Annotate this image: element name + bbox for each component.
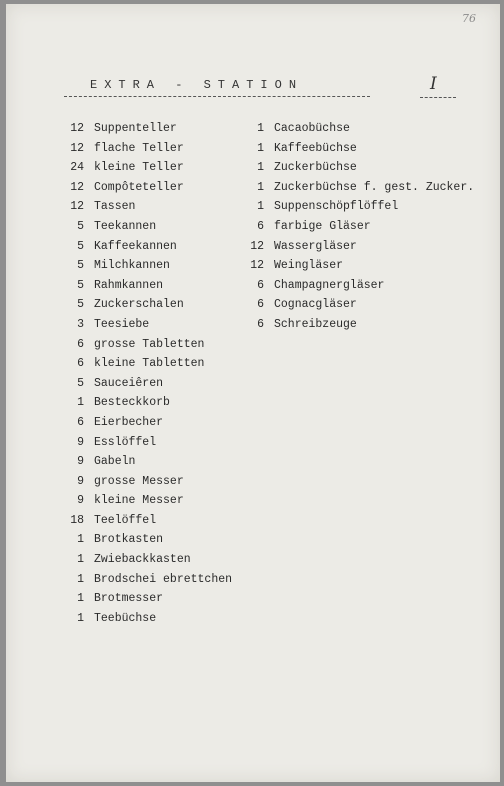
item-name: farbige Gläser [274,219,371,233]
item-name: Rahmkannen [94,278,164,292]
item-quantity: 1 [257,122,264,135]
item-name: Teekannen [94,219,157,233]
item-quantity: 1 [77,553,84,567]
item-name: kleine Tabletten [94,357,205,371]
list-item [58,452,248,472]
item-name: Compôteteller [94,180,184,194]
item-name: Gabeln [94,455,136,469]
item-name: Zuckerschalen [94,298,184,312]
title-underline [64,96,370,97]
list-item [58,589,248,609]
list-item [242,217,492,237]
list-item [58,197,248,217]
list-item [58,119,248,139]
item-quantity: 6 [77,337,84,351]
item-name: Weingläser [274,259,344,273]
item-name: Cacaobüchse [274,122,350,135]
item-quantity: 18 [70,513,84,527]
item-quantity: 6 [77,357,84,371]
item-quantity: 12 [70,200,84,214]
item-name: Schreibzeuge [274,317,357,331]
list-item [58,237,248,257]
item-quantity: 1 [77,592,84,606]
item-name: Teelöffel [94,513,157,527]
item-quantity: 12 [70,122,84,135]
item-name: Teebüchse [94,611,157,625]
item-name: Cognacgläser [274,298,357,312]
list-item [242,139,492,159]
list-item [58,511,248,531]
item-quantity: 6 [77,415,84,429]
list-item [58,570,248,590]
item-name: Brotmesser [94,592,164,606]
item-quantity: 1 [77,396,84,410]
item-quantity: 5 [77,259,84,273]
item-quantity: 5 [77,239,84,253]
list-item [242,178,492,198]
item-quantity: 5 [77,278,84,292]
item-name: flache Teller [94,141,184,155]
item-name: grosse Tabletten [94,337,205,351]
item-quantity: 9 [77,435,84,449]
item-name: Kaffeebüchse [274,141,357,155]
item-name: Brodschei ebrettchen [94,572,233,586]
list-item [58,158,248,178]
list-item [58,315,248,335]
item-name: Zwiebackkasten [94,553,191,567]
item-name: Brotkasten [94,533,164,547]
item-quantity: 1 [257,141,264,155]
item-name: Eierbecher [94,415,164,429]
list-item [58,276,248,296]
item-quantity: 12 [250,259,264,273]
item-quantity: 9 [77,455,84,469]
item-quantity: 1 [77,533,84,547]
document-page [6,4,500,782]
item-quantity: 1 [77,611,84,625]
item-name: Milchkannen [94,259,170,273]
list-item [58,139,248,159]
item-quantity: 5 [77,219,84,233]
item-name: Suppenschöpflöffel [274,200,399,214]
inventory-list-right [242,119,492,335]
list-item [242,197,492,217]
list-item [58,609,248,629]
item-name: Champagnergläser [274,278,385,292]
item-name: Wassergläser [274,239,357,253]
item-name: Besteckkorb [94,396,170,410]
station-number: I [430,74,437,94]
item-quantity: 9 [77,494,84,508]
list-item [58,374,248,394]
item-name: Zuckerbüchse [274,161,357,175]
list-item [58,393,248,413]
item-quantity: 3 [77,317,84,331]
list-item [58,433,248,453]
list-item [242,256,492,276]
list-item [58,413,248,433]
item-quantity: 12 [250,239,264,253]
list-item [58,335,248,355]
list-item [58,295,248,315]
item-quantity: 1 [77,572,84,586]
list-item [58,472,248,492]
item-name: Suppenteller [94,122,177,135]
item-quantity: 5 [77,298,84,312]
item-quantity: 1 [257,200,264,214]
item-quantity: 24 [70,161,84,175]
item-quantity: 6 [257,298,264,312]
list-item [242,237,492,257]
list-item [58,530,248,550]
list-item [58,256,248,276]
item-name: Teesiebe [94,317,150,331]
page-number: 76 [462,12,476,25]
item-quantity: 12 [70,141,84,155]
list-item [242,295,492,315]
list-item [58,217,248,237]
inventory-list-left [58,119,248,628]
list-item [58,354,248,374]
list-item [58,550,248,570]
item-quantity: 1 [257,180,264,194]
item-quantity: 6 [257,219,264,233]
item-quantity: 1 [257,161,264,175]
item-name: grosse Messer [94,474,184,488]
item-name: Tassen [94,200,136,214]
item-name: Sauceiêren [94,376,164,390]
item-quantity: 5 [77,376,84,390]
item-name: Esslöffel [94,435,157,449]
page-title: EXTRA - STATION [90,78,304,92]
list-item [58,178,248,198]
item-quantity: 12 [70,180,84,194]
item-name: Kaffeekannen [94,239,177,253]
item-quantity: 6 [257,317,264,331]
list-item [242,315,492,335]
list-item [242,119,492,139]
item-quantity: 6 [257,278,264,292]
list-item [242,158,492,178]
list-item [58,491,248,511]
item-name: kleine Messer [94,494,184,508]
item-name: Zuckerbüchse f. gest. Zucker. [274,180,475,194]
item-name: kleine Teller [94,161,184,175]
item-quantity: 9 [77,474,84,488]
list-item [242,276,492,296]
station-underline [420,97,456,98]
